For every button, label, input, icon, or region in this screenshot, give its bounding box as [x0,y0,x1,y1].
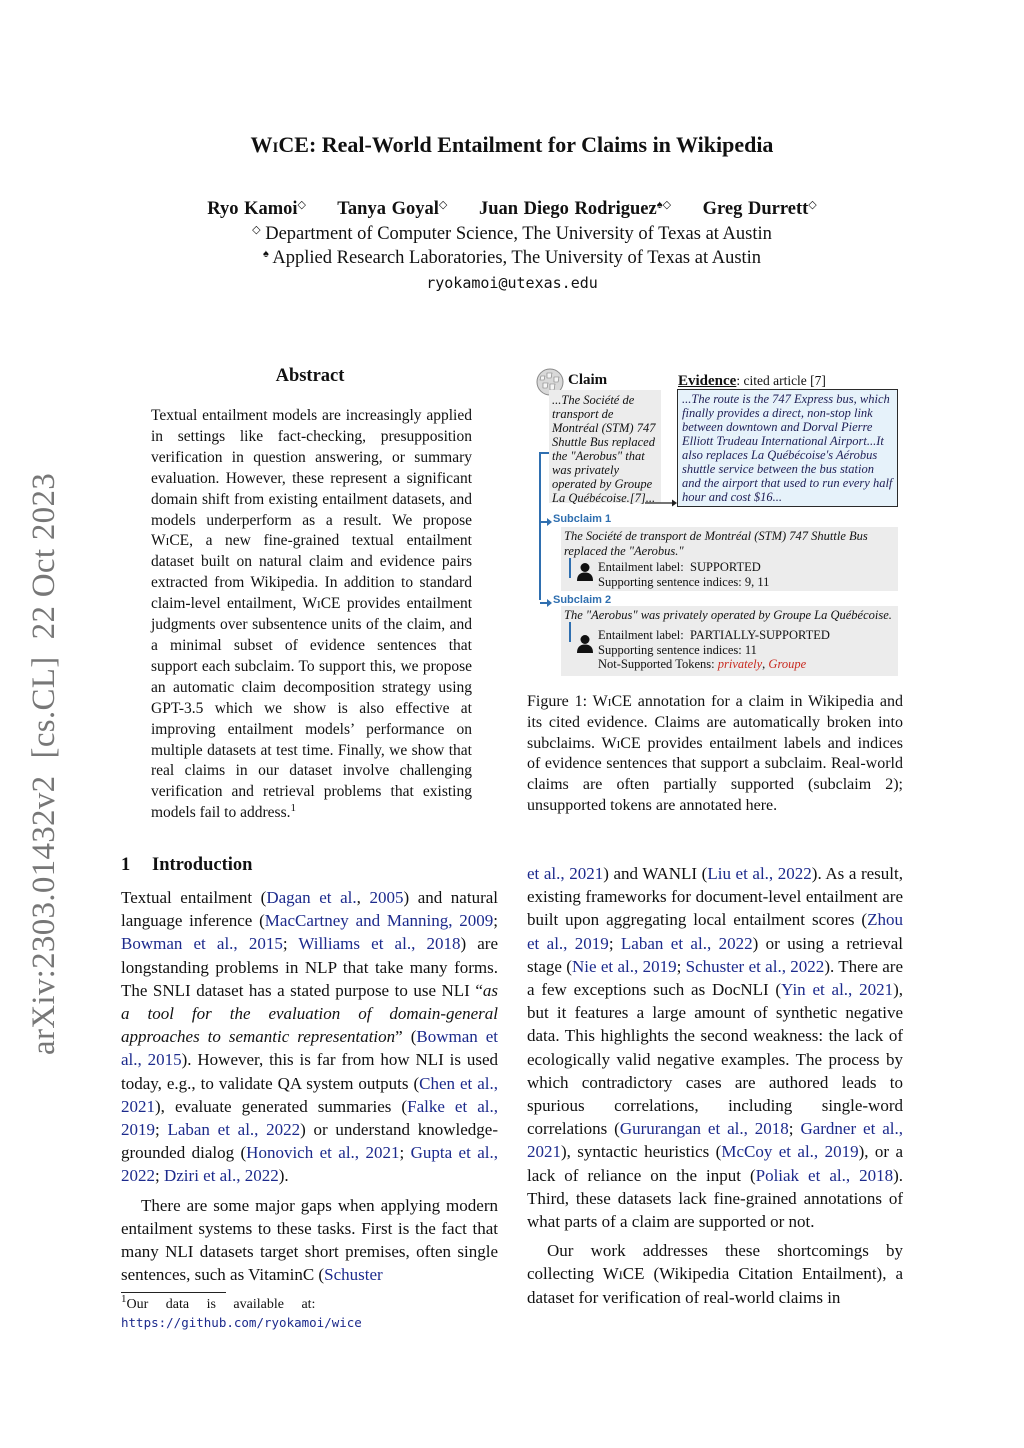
intro-right-column [527,862,903,1309]
paper-title: WiCE: Real-World Entailment for Claims in Wikipedia [250,132,774,157]
subclaim-text: The Société de transport de Montréal (STM) 747 Shuttle Bus replaced the "Aerobus." [564,529,868,558]
subclaim-connector [569,558,571,578]
author: Greg Durrett◇ [702,199,817,219]
figure-caption: Figure 1: WiCE annotation for a claim in Wikipedia and its cited evidence. Claims are automatically broken into subclaims. WiCE provides entailment labels and indices of evidence sentences that support a subclaim. Real-world claims are often partially supported (subclaim 2); unsupported tokens are annotated here. [527,693,904,814]
subclaim-arrow-icon [540,514,552,532]
arxiv-identifier: arXiv:2303.01432v2 [cs.CL] 22 Oct 2023 [26,472,62,1055]
annotator-person-icon [576,634,594,659]
entailment-annotation: Entailment label: SUPPORTED Supporting sentence indices: 9, 11 [598,560,770,589]
entailment-annotation: Entailment label: PARTIALLY-SUPPORTED Supporting sentence indices: 11 Not-Supported Tokens: privately, Groupe [598,628,830,671]
author: Juan Diego Rodriguez♠◇ [478,199,672,219]
subclaim-connector [569,622,571,642]
author: Ryo Kamoi◇ [207,199,306,219]
footnote-rule [121,1292,226,1293]
author: Tanya Goyal◇ [337,199,448,219]
author-list [0,199,1024,220]
claim-box: ...The Société de transport de Montréal (STM) 747 Shuttle Bus replaced the "Aerobus" that was privately operated by Groupe La Québécoise.[7]... [549,390,661,503]
paragraph: et al., 2021) and WANLI (Liu et al., 2022). As a result, existing frameworks for document-level entailment are built upon aggregating local entailment scores (Zhou et al., 2019; Laban et al., 2022) or using a retrieval stage (Nie et al., 2019; Schuster et al., 2022). There are a few exceptions such as DocNLI (Yin et al., 2021), but it features a large amount of synthetic negative data. This highlights the second weakness: the lack of ecologically valid negative examples. The process by which contradictory cases are authored leads to spurious correlations, including single-word correlations (Gururangan et al., 2018; Gardner et al., 2021), syntactic heuristics (McCoy et al., 2019), or a lack of reliance on the input (Poliak et al., 2018). Third, these datasets lack fine-grained annotations of what parts of a claim are supported or not. [527,864,904,1232]
footnote: $^1$Our data is available at: https://github.com/ryokamoi/wice [121,1293,362,1330]
claim-label: Claim [568,372,608,388]
subclaim-arrow-icon [540,595,552,613]
subclaim-text: The "Aerobus" was privately operated by Groupe La Québécoise. [564,608,892,622]
evidence-label: Evidence: cited article [7] [678,373,826,389]
subclaim-heading: Subclaim 1 [553,513,612,525]
intro-left-column [121,886,498,1286]
affiliation: ♠ Applied Research Laboratories, The University of Texas at Austin [262,248,762,268]
abstract-text: Textual entailment models are increasingly applied in settings like fact-checking, presupposition verification in question answering, or summary evaluation. However, these represent a significant domain shift from existing entailment datasets, and models underperform as a result. We propose WiCE, a new fine-grained textual entailment dataset built on natural claim and evidence pairs extracted from Wikipedia. In addition to standard claim-level entailment, WiCE provides entailment judgments over subsentence units of the claim, and a minimal subset of evidence sentences that support each subclaim. To support this, we propose an automatic claim decomposition strategy using GPT-3.5 which we show is also effective at improving entailment models’ performance on multiple datasets at test time. Finally, we show that real claims in our dataset involve challenging verification and retrieval problems that existing models fail to address.$^1$ [151,407,473,822]
annotator-person-icon [576,562,594,587]
subclaim-tree-line [539,452,549,454]
abstract-heading: Abstract [275,366,345,386]
footnote-link[interactable]: https://github.com/ryokamoi/wice [121,1315,362,1330]
subclaim-heading: Subclaim 2 [553,594,612,606]
claim-evidence-arrow [645,495,677,505]
paragraph: Our work addresses these shortcomings by collecting WiCE (Wikipedia Citation Entailment), a dataset for verification of real-world claims in [527,1241,903,1307]
paragraph: There are some major gaps when applying modern entailment systems to these tasks. First is the fact that many NLI datasets target short premises, often single sentences, such as VitaminC (Schuster [121,1195,498,1285]
paragraph: Textual entailment (Dagan et al., 2005) and natural language inference (MacCartney and Manning, 2009; Bowman et al., 2015; Williams et al., 2018) are longstanding problems in NLP that take many forms. The SNLI dataset has a stated purpose to use NLI “as a tool for the evaluation of domain-general approaches to semantic representation” (Bowman et al., 2015). However, this is far from how NLI is used today, e.g., to validate QA system outputs (Chen et al., 2021), evaluate generated summaries (Falke et al., 2019; Laban et al., 2022) or understand knowledge-grounded dialog (Honovich et al., 2021; Gupta et al., 2022; Dziri et al., 2022). [121,888,499,1186]
evidence-box: ...The route is the 747 Express bus, which finally provides a direct, non-stop link between downtown and Dorval Pierre Elliott Trudeau International Airport...It also replaces La Québécoise's Aérobus shuttle service between the bus station and the airport that used to run every half hour and cost $16... [677,389,898,507]
section-heading: 1 Introduction [121,855,253,875]
contact-email: ryokamoi@utexas.edu [426,274,598,292]
affiliation: ◇ Department of Computer Science, The University of Texas at Austin [252,224,772,244]
